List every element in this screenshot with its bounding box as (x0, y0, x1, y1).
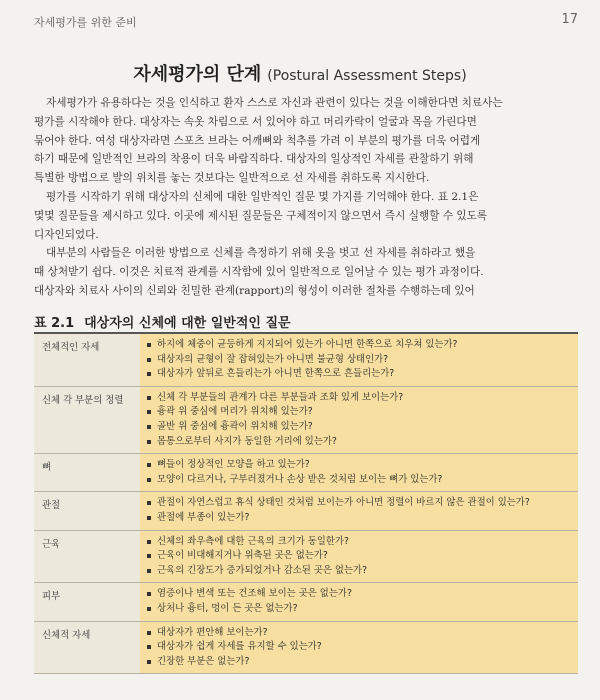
row-category: 신체 각 부분의 정렬 (34, 386, 140, 453)
table-row (34, 333, 578, 386)
row-category: 피부 (34, 583, 140, 621)
table-caption: 대상자의 신체에 대한 일반적인 질문 (84, 316, 291, 331)
question-item: 골반 위 중심에 흉곽이 위치해 있는가? (146, 420, 572, 435)
row-category: 관절 (34, 492, 140, 530)
table-row (34, 492, 578, 530)
question-item: 대상자의 균형이 잘 잡혀있는가 아니면 불균형 상태인가? (146, 353, 572, 368)
row-category: 전체적인 자세 (34, 333, 140, 386)
body-line: 특별한 방법으로 발의 위치를 놓는 것보다는 일반적으로 선 자세를 취하도록 지시한다. (34, 172, 430, 185)
row-questions (140, 386, 578, 453)
question-item: 하지에 체중이 균등하게 지지되어 있는가 아니면 한쪽으로 치우쳐 있는가? (146, 338, 572, 353)
table-row (34, 386, 578, 453)
row-category: 뼈 (34, 454, 140, 492)
row-category: 신체적 자세 (34, 621, 140, 674)
section-title-korean: 자세평가의 단계 (133, 64, 262, 85)
question-item: 긴장한 부분은 없는가? (146, 655, 572, 670)
question-item: 염증이나 변색 또는 건조해 보이는 곳은 없는가? (146, 587, 572, 602)
question-item: 뼈들이 정상적인 모양을 하고 있는가? (146, 458, 572, 473)
body-text (34, 94, 574, 301)
question-item: 근육이 비대해지거나 위축된 곳은 없는가? (146, 549, 572, 564)
table-title (34, 312, 291, 331)
row-questions (140, 583, 578, 621)
body-line: 자세평가가 유용하다는 것을 인식하고 환자 스스로 자신과 관련이 있다는 것을 이해한다면 치료사는 (46, 97, 503, 109)
row-category: 근육 (34, 530, 140, 583)
body-line: 때 상처받기 쉽다. 이것은 치료적 관계를 시작함에 있어 일반적으로 일어날 수 있는 평가 과정이다. (34, 266, 484, 279)
question-item: 흉곽 위 중심에 머리가 위치해 있는가? (146, 405, 572, 420)
row-questions (140, 530, 578, 583)
running-head: 자세평가를 위한 준비 (34, 16, 137, 29)
row-questions (140, 492, 578, 530)
body-line: 대부분의 사람들은 이러한 방법으로 신체를 측정하기 위해 옷을 벗고 선 자세를 취하라고 했을 (46, 247, 476, 260)
body-line: 평가를 시작하기 위해 대상자의 신체에 대한 일반적인 질문 몇 가지를 기억해야 한다. 표 2.1은 (46, 190, 479, 203)
question-item: 대상자가 앞뒤로 흔들리는가 아니면 한쪽으로 흔들리는가? (146, 367, 572, 382)
question-item: 관절에 부종이 있는가? (146, 511, 572, 526)
assessment-questions-table (34, 332, 578, 674)
section-title (0, 60, 600, 86)
question-item: 근육의 긴장도가 증가되었거나 감소된 곳은 없는가? (146, 564, 572, 579)
question-item: 모양이 다르거나, 구부러졌거나 손상 받은 것처럼 보이는 뼈가 있는가? (146, 473, 572, 488)
row-questions (140, 454, 578, 492)
body-line: 몇몇 질문들을 제시하고 있다. 이곳에 제시된 질문들은 구체적이지 않으면서 즉시 실행할 수 있도록 (34, 209, 488, 222)
question-item: 관절이 자연스럽고 휴식 상태인 것처럼 보이는가 아니면 정렬이 바르지 않은 관절이 있는가? (146, 496, 572, 511)
row-questions (140, 333, 578, 386)
question-item: 대상자가 편안해 보이는가? (146, 626, 572, 641)
table-row (34, 583, 578, 621)
table-row (34, 621, 578, 674)
table-row (34, 530, 578, 583)
body-line: 평가를 시작해야 한다. 대상자는 속옷 차림으로 서 있어야 하고 머리카락이 얼굴과 목을 가린다면 (34, 115, 477, 128)
question-item: 신체의 좌우측에 대한 근육의 크기가 동일한가? (146, 535, 572, 550)
row-questions (140, 621, 578, 674)
section-title-english: (Postural Assessment Steps) (267, 68, 467, 84)
question-item: 대상자가 쉽게 자세를 유지할 수 있는가? (146, 640, 572, 655)
question-item: 상처나 흉터, 멍이 든 곳은 없는가? (146, 602, 572, 617)
table-row (34, 454, 578, 492)
body-line: 디자인되었다. (34, 228, 99, 241)
page-number: 17 (561, 12, 578, 27)
body-line: 대상자와 치료사 사이의 신뢰와 친밀한 관계(rapport)의 형성이 이러한 절차를 수행하는데 있어 (34, 284, 475, 297)
question-item: 몸통으로부터 사지가 동일한 거리에 있는가? (146, 435, 572, 450)
body-line: 묶어야 한다. 여성 대상자라면 스포츠 브라는 어깨뼈와 척추를 가려 이 부분의 평가를 더욱 어렵게 (34, 134, 481, 147)
question-item: 신체 각 부분들의 관계가 다른 부분들과 조화 있게 보이는가? (146, 391, 572, 406)
table-number: 표 2.1 (34, 316, 75, 331)
body-line: 하기 때문에 일반적인 브라의 착용이 더욱 바람직하다. 대상자의 일상적인 자세를 관찰하기 위해 (34, 153, 474, 166)
